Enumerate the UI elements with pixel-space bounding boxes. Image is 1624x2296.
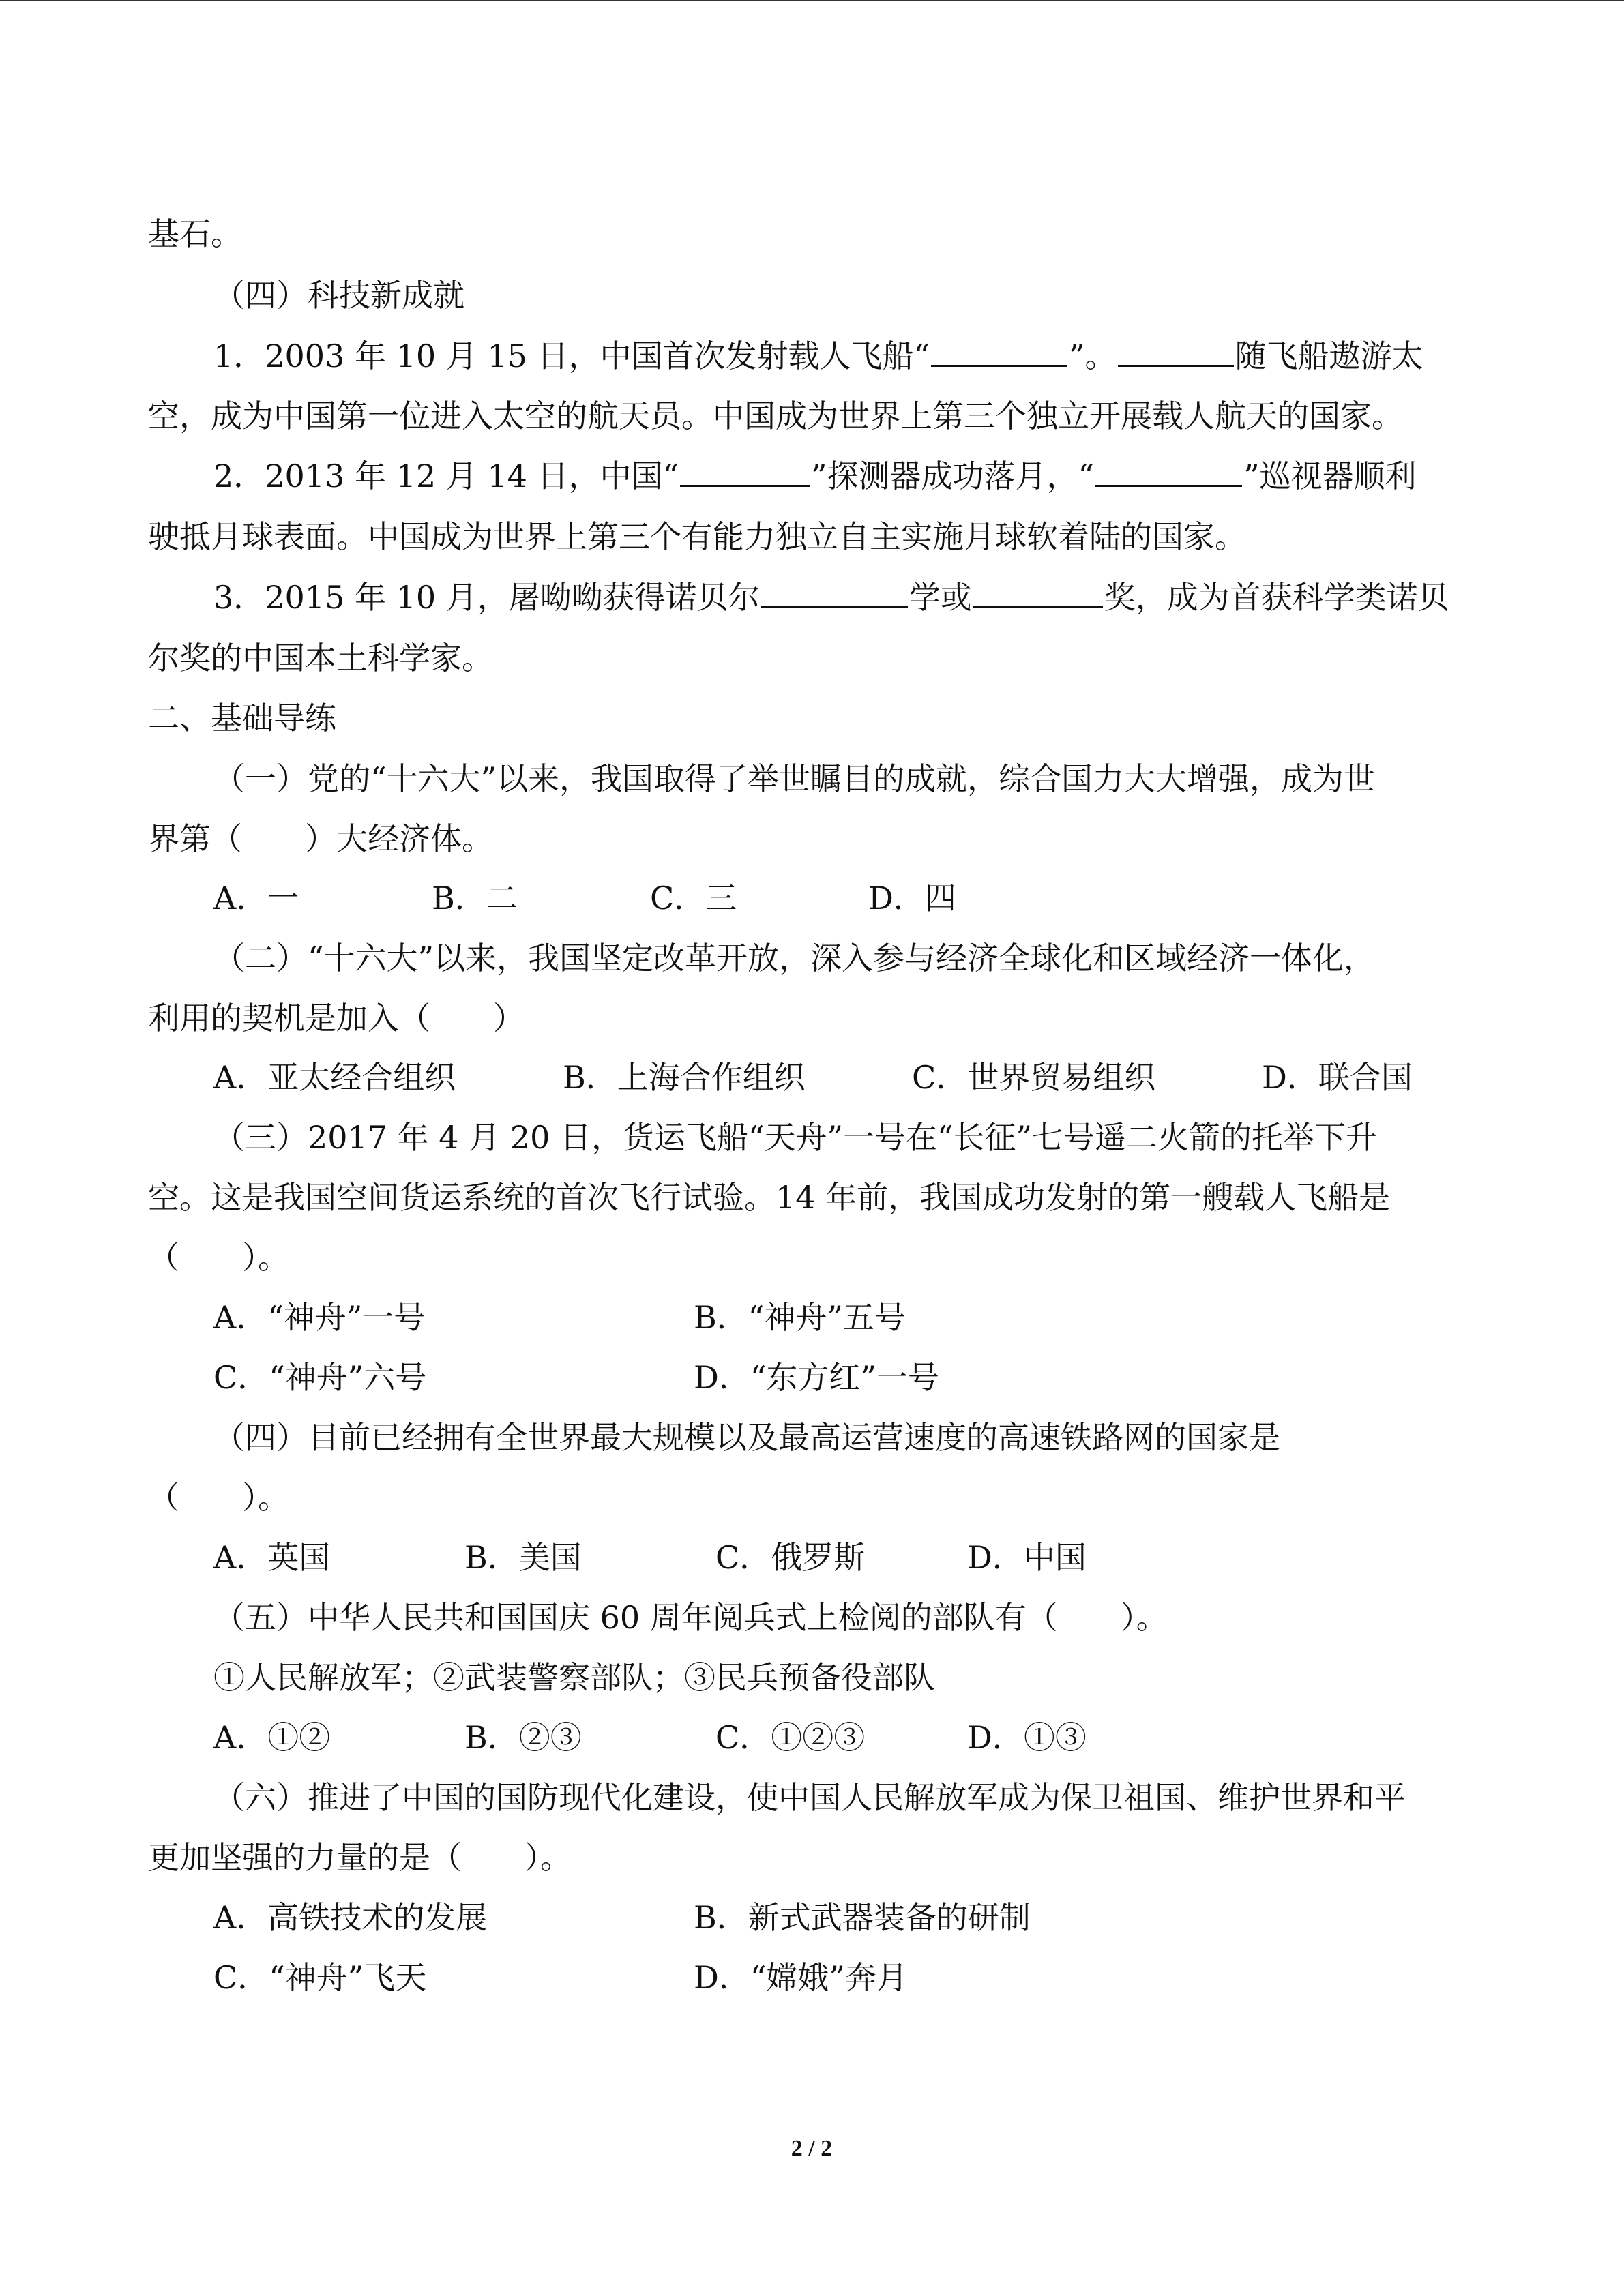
sci-q1-text-b: ”。 bbox=[1069, 338, 1117, 374]
sci-q2-text-c: ”巡视器顺利 bbox=[1243, 458, 1417, 494]
q1-option-a[interactable]: A．一 bbox=[213, 880, 299, 916]
q4-line1: （四）目前已经拥有全世界最大规模以及最高运营速度的高速铁路网的国家是 bbox=[213, 1419, 1280, 1456]
q5-line1: （五）中华人民共和国国庆 60 周年阅兵式上检阅的部队有（ ）。 bbox=[213, 1599, 1168, 1636]
q2-option-a[interactable]: A．亚太经合组织 bbox=[213, 1059, 456, 1096]
q6-option-c[interactable]: C．“神舟”飞天 bbox=[213, 1959, 427, 1996]
q3-line2: 空。这是我国空间货运系统的首次飞行试验。14 年前，我国成功发射的第一艘载人飞船是 bbox=[148, 1179, 1391, 1216]
q3-line3: （ ）。 bbox=[148, 1239, 289, 1276]
sci-q2-blank-1[interactable] bbox=[680, 458, 810, 487]
q2-option-b[interactable]: B．上海合作组织 bbox=[563, 1059, 806, 1096]
sci-q3-blank-2[interactable] bbox=[973, 579, 1103, 608]
q4-option-c[interactable]: C．俄罗斯 bbox=[715, 1539, 866, 1576]
q2-line1: （二）“十六大”以来，我国坚定改革开放，深入参与经济全球化和区域经济一体化， bbox=[213, 940, 1376, 976]
q3-option-d[interactable]: D．“东方红”一号 bbox=[694, 1359, 939, 1396]
top-border bbox=[0, 0, 1624, 1]
q5-option-c[interactable]: C．①②③ bbox=[715, 1719, 866, 1756]
q5-line2: ①人民解放军；②武装警察部队；③民兵预备役部队 bbox=[213, 1659, 935, 1696]
sci-q3-text-c: 奖，成为首获科学类诺贝 bbox=[1104, 579, 1449, 616]
sci-q1-line2: 空，成为中国第一位进入太空的航天员。中国成为世界上第三个独立开展载人航天的国家。 bbox=[148, 398, 1403, 434]
sci-q2-text-b: ”探测器成功落月，“ bbox=[811, 458, 1095, 494]
prev-section-tail: 基石。 bbox=[148, 215, 242, 252]
sci-q1-line1 bbox=[213, 336, 1423, 376]
q1-line1: （一）党的“十六大”以来，我国取得了举世瞩目的成就，综合国力大大增强，成为世 bbox=[213, 760, 1376, 797]
sci-q2-line2: 驶抵月球表面。中国成为世界上第三个有能力独立自主实施月球软着陆的国家。 bbox=[148, 518, 1246, 555]
sci-q2-line1 bbox=[213, 456, 1417, 496]
q1-option-b[interactable]: B．二 bbox=[432, 880, 518, 916]
q6-option-b[interactable]: B．新式武器装备的研制 bbox=[694, 1899, 1031, 1936]
sci-q3-line2: 尔奖的中国本土科学家。 bbox=[148, 640, 493, 676]
sci-q1-blank-1[interactable] bbox=[931, 338, 1067, 367]
sci-q3-text-a: 3．2015 年 10 月，屠呦呦获得诺贝尔 bbox=[213, 579, 760, 616]
sci-q3-line1 bbox=[213, 577, 1449, 618]
q2-option-d[interactable]: D．联合国 bbox=[1262, 1059, 1413, 1096]
sci-q2-text-a: 2．2013 年 12 月 14 日，中国“ bbox=[213, 458, 679, 494]
q3-option-a[interactable]: A．“神舟”一号 bbox=[213, 1299, 426, 1336]
q5-option-b[interactable]: B．②③ bbox=[464, 1719, 582, 1756]
sci-q1-text-a: 1．2003 年 10 月 15 日，中国首次发射载人飞船“ bbox=[213, 338, 930, 374]
q2-option-c[interactable]: C．世界贸易组织 bbox=[912, 1059, 1156, 1096]
q5-option-d[interactable]: D．①③ bbox=[967, 1719, 1087, 1756]
sci-heading: （四）科技新成就 bbox=[213, 277, 464, 314]
q4-option-d[interactable]: D．中国 bbox=[967, 1539, 1087, 1576]
sci-q2-blank-2[interactable] bbox=[1095, 458, 1242, 487]
q2-line2: 利用的契机是加入（ ） bbox=[148, 1000, 525, 1037]
q6-line1: （六）推进了中国的国防现代化建设，使中国人民解放军成为保卫祖国、维护世界和平 bbox=[213, 1779, 1406, 1816]
q3-option-b[interactable]: B．“神舟”五号 bbox=[694, 1299, 906, 1336]
q4-option-a[interactable]: A．英国 bbox=[213, 1539, 331, 1576]
q3-option-c[interactable]: C．“神舟”六号 bbox=[213, 1359, 427, 1396]
q6-line2: 更加坚强的力量的是（ ）。 bbox=[148, 1839, 572, 1876]
q5-option-a[interactable]: A．①② bbox=[213, 1719, 331, 1756]
q3-line1: （三）2017 年 4 月 20 日，货运飞船“天舟”一号在“长征”七号遥二火箭的托举下升 bbox=[213, 1119, 1378, 1156]
q4-option-b[interactable]: B．美国 bbox=[464, 1539, 582, 1576]
q6-option-d[interactable]: D．“嫦娥”奔月 bbox=[694, 1959, 908, 1996]
page-number: 2 / 2 bbox=[791, 2136, 833, 2161]
sci-q3-text-b: 学或 bbox=[909, 579, 972, 616]
sci-q3-blank-1[interactable] bbox=[761, 579, 908, 608]
practice-heading: 二、基础导练 bbox=[148, 700, 336, 736]
sci-q1-text-c: 随飞船遨游太 bbox=[1235, 338, 1423, 374]
sci-q1-blank-2[interactable] bbox=[1118, 338, 1234, 367]
q1-option-c[interactable]: C．三 bbox=[650, 880, 737, 916]
q6-option-a[interactable]: A．高铁技术的发展 bbox=[213, 1899, 488, 1936]
q1-option-d[interactable]: D．四 bbox=[868, 880, 956, 916]
q4-line2: （ ）。 bbox=[148, 1479, 289, 1516]
q1-line2: 界第（ ）大经济体。 bbox=[148, 820, 493, 857]
